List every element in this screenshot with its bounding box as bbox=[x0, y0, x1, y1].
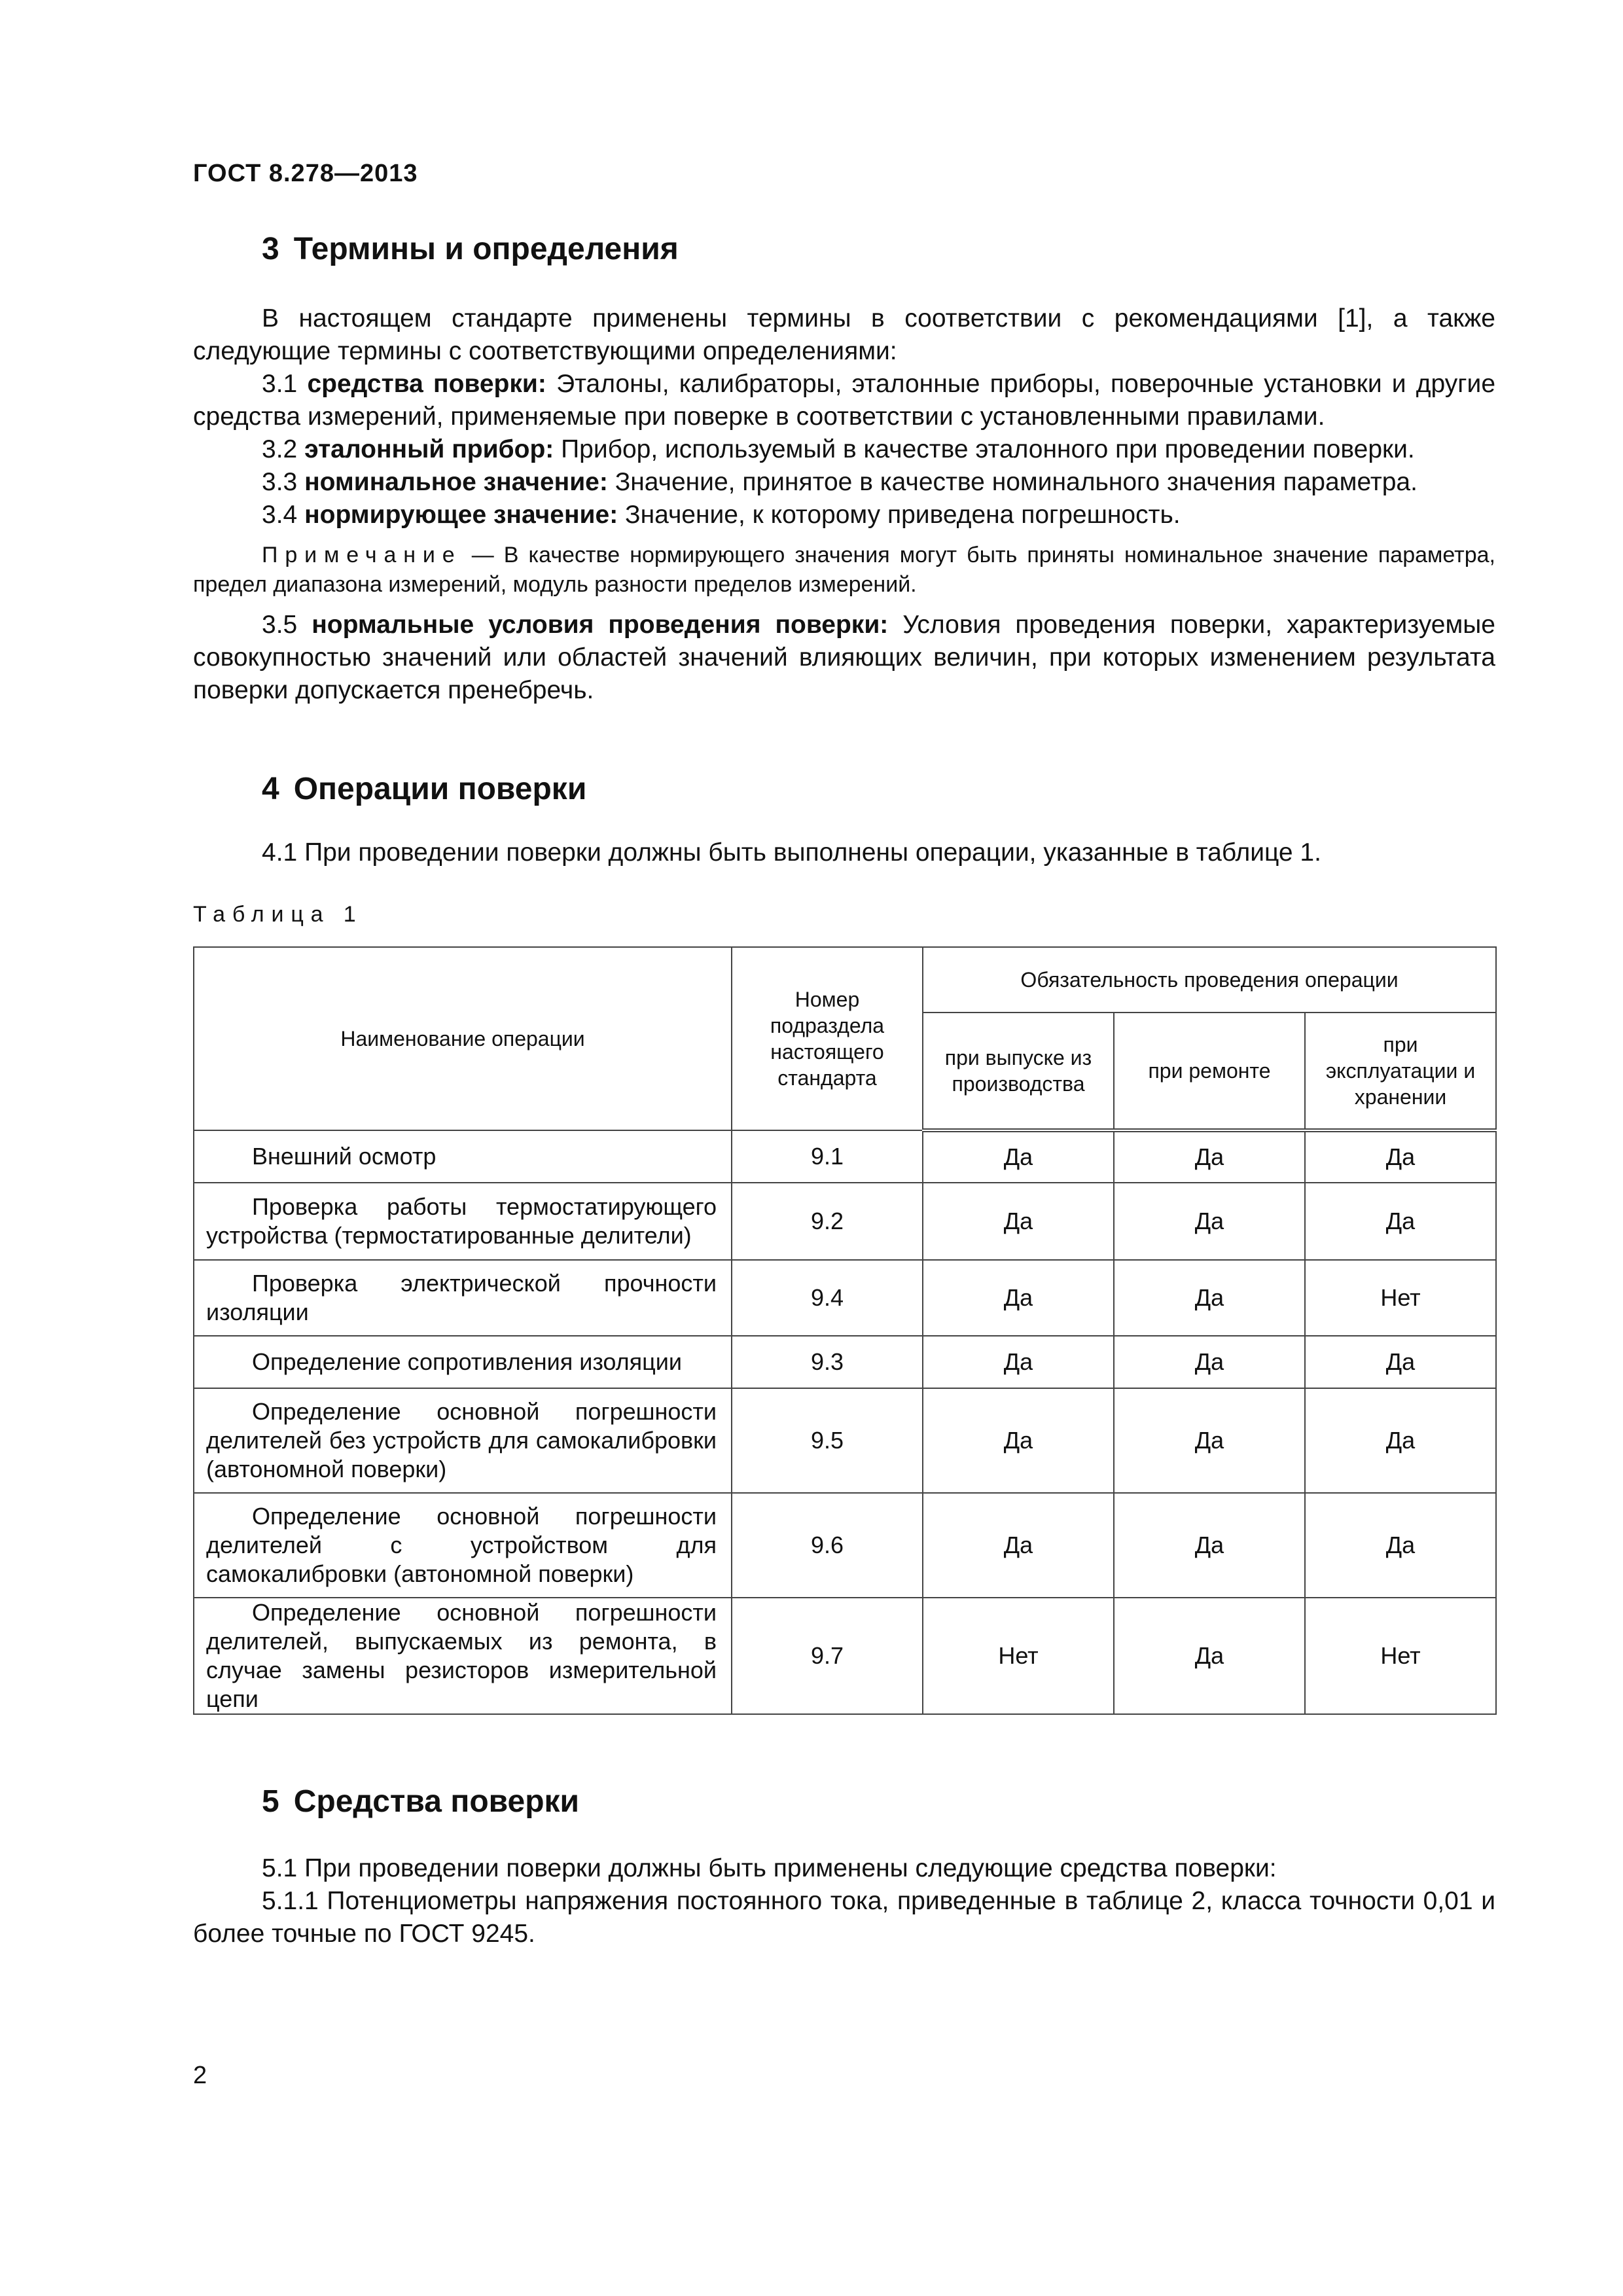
cell-release: Да bbox=[923, 1388, 1114, 1493]
term-3-1 bbox=[193, 368, 1495, 433]
table-row bbox=[194, 1598, 1496, 1714]
table-row bbox=[194, 1388, 1496, 1493]
paragraph-text: При проведении поверки должны быть применены следующие средства поверки: bbox=[304, 1854, 1277, 1882]
section-5-title: Средства поверки bbox=[293, 1784, 580, 1819]
section-4-heading bbox=[262, 771, 586, 807]
paragraph-number: 4.1 bbox=[262, 838, 298, 867]
page-number: 2 bbox=[193, 2062, 207, 2089]
term-number: 3.3 bbox=[262, 468, 298, 496]
cell-operation-name: Определение основной погрешности делителей без устройств для самокалибровки (автономной поверки) bbox=[194, 1388, 732, 1493]
cell-operation: Да bbox=[1305, 1336, 1496, 1388]
table-row bbox=[194, 1260, 1496, 1336]
section-5-body bbox=[193, 1852, 1495, 1950]
cell-subsection: 9.1 bbox=[732, 1130, 923, 1183]
table-row bbox=[194, 1183, 1496, 1260]
section-4-body bbox=[193, 836, 1495, 869]
term-3-2 bbox=[193, 433, 1495, 466]
header-subsection-number: Номер подраздела настоящего стандарта bbox=[732, 947, 923, 1130]
operations-table bbox=[193, 946, 1497, 1715]
section-3-body bbox=[193, 302, 1495, 707]
cell-subsection: 9.7 bbox=[732, 1598, 923, 1714]
note bbox=[193, 541, 1495, 600]
cell-operation: Да bbox=[1305, 1130, 1496, 1183]
cell-operation: Да bbox=[1305, 1183, 1496, 1260]
cell-release: Да bbox=[923, 1336, 1114, 1388]
cell-repair: Да bbox=[1114, 1493, 1305, 1598]
section-5-number: 5 bbox=[262, 1784, 279, 1819]
cell-release: Да bbox=[923, 1260, 1114, 1336]
cell-subsection: 9.2 bbox=[732, 1183, 923, 1260]
term-3-4 bbox=[193, 499, 1495, 531]
cell-operation-name: Определение сопротивления изоляции bbox=[194, 1336, 732, 1388]
cell-repair: Да bbox=[1114, 1130, 1305, 1183]
table-row bbox=[194, 1130, 1496, 1183]
term-number: 3.2 bbox=[262, 435, 298, 463]
section-4-title: Операции поверки bbox=[293, 772, 587, 806]
section-5-heading bbox=[262, 1784, 579, 1820]
cell-operation-name: Проверка электрической прочности изоляции bbox=[194, 1260, 732, 1336]
term-name: средства поверки: bbox=[307, 370, 546, 398]
note-text: — В качестве нормирующего значения могут быть приняты номинальное значение параметра, предел диапазона измерений, модуль разности пределов измерений. bbox=[193, 543, 1495, 597]
cell-operation: Нет bbox=[1305, 1598, 1496, 1714]
table-row bbox=[194, 1336, 1496, 1388]
cell-repair: Да bbox=[1114, 1388, 1305, 1493]
table-row bbox=[194, 1493, 1496, 1598]
cell-repair: Да bbox=[1114, 1260, 1305, 1336]
section-3-heading bbox=[262, 231, 679, 267]
cell-operation-name: Внешний осмотр bbox=[194, 1130, 732, 1183]
cell-operation: Да bbox=[1305, 1493, 1496, 1598]
term-number: 3.5 bbox=[262, 611, 298, 639]
document-page bbox=[193, 0, 1495, 2296]
term-name: номинальное значение: bbox=[304, 468, 608, 496]
cell-subsection: 9.3 bbox=[732, 1336, 923, 1388]
paragraph-5-1-1 bbox=[193, 1885, 1495, 1950]
cell-repair: Да bbox=[1114, 1183, 1305, 1260]
cell-operation-name: Определение основной погрешности делителей, выпускаемых из ремонта, в случае замены резисторов измерительной цепи bbox=[194, 1598, 732, 1714]
paragraph-text: При проведении поверки должны быть выполнены операции, указанные в таблице 1. bbox=[304, 838, 1321, 867]
paragraph-number: 5.1 bbox=[262, 1854, 298, 1882]
header-required: Обязательность проведения операции bbox=[923, 947, 1496, 1013]
document-id: ГОСТ 8.278—2013 bbox=[193, 160, 418, 187]
note-label: Примечание bbox=[262, 543, 462, 567]
section-3-title: Термины и определения bbox=[293, 232, 679, 266]
cell-release: Да bbox=[923, 1130, 1114, 1183]
term-name: нормальные условия проведения поверки: bbox=[312, 611, 889, 639]
cell-release: Да bbox=[923, 1493, 1114, 1598]
cell-repair: Да bbox=[1114, 1336, 1305, 1388]
term-definition: Значение, принятое в качестве номинального значения параметра. bbox=[615, 468, 1418, 496]
term-definition: Значение, к которому приведена погрешность. bbox=[625, 501, 1181, 529]
term-definition: Эталоны, калибраторы, эталонные приборы, поверочные установки и другие средства измерений, применяемые при поверке в соответствии с установленными правилами. bbox=[193, 370, 1496, 431]
term-3-3 bbox=[193, 466, 1495, 499]
paragraph-5-1 bbox=[193, 1852, 1495, 1885]
paragraph-text: Потенциометры напряжения постоянного тока, приведенные в таблице 2, класса точности 0,01 и более точные по ГОСТ 9245. bbox=[193, 1887, 1495, 1948]
term-number: 3.1 bbox=[262, 370, 298, 398]
cell-operation-name: Проверка работы термостатирующего устройства (термостатированные делители) bbox=[194, 1183, 732, 1260]
term-name: нормирующее значение: bbox=[304, 501, 618, 529]
cell-release: Нет bbox=[923, 1598, 1114, 1714]
header-release: при выпуске из производства bbox=[923, 1013, 1114, 1130]
section-3-number: 3 bbox=[262, 232, 279, 266]
cell-repair: Да bbox=[1114, 1598, 1305, 1714]
paragraph-number: 5.1.1 bbox=[262, 1887, 319, 1915]
term-definition: Условия проведения поверки, характеризуемые совокупностью значений или областей значений влияющих величин, при которых изменением результата поверки допускается пренебречь. bbox=[193, 611, 1495, 704]
cell-operation: Нет bbox=[1305, 1260, 1496, 1336]
header-repair: при ремонте bbox=[1114, 1013, 1305, 1130]
table-1-caption: Таблица 1 bbox=[193, 902, 363, 927]
term-name: эталонный прибор: bbox=[304, 435, 554, 463]
term-3-5 bbox=[193, 609, 1495, 707]
header-operation-name: Наименование операции bbox=[194, 947, 732, 1130]
cell-subsection: 9.4 bbox=[732, 1260, 923, 1336]
cell-operation: Да bbox=[1305, 1388, 1496, 1493]
header-operation: при эксплуатации и хранении bbox=[1305, 1013, 1496, 1130]
term-definition: Прибор, используемый в качестве эталонного при проведении поверки. bbox=[561, 435, 1415, 463]
cell-subsection: 9.5 bbox=[732, 1388, 923, 1493]
section-4-number: 4 bbox=[262, 772, 279, 806]
cell-operation-name: Определение основной погрешности делителей с устройством для самокалибровки (автономной поверки) bbox=[194, 1493, 732, 1598]
paragraph-4-1 bbox=[193, 836, 1495, 869]
cell-release: Да bbox=[923, 1183, 1114, 1260]
cell-subsection: 9.6 bbox=[732, 1493, 923, 1598]
section-3-intro: В настоящем стандарте применены термины в соответствии с рекомендациями [1], а также следующие термины с соответствующими определениями: bbox=[193, 304, 1495, 365]
term-number: 3.4 bbox=[262, 501, 298, 529]
